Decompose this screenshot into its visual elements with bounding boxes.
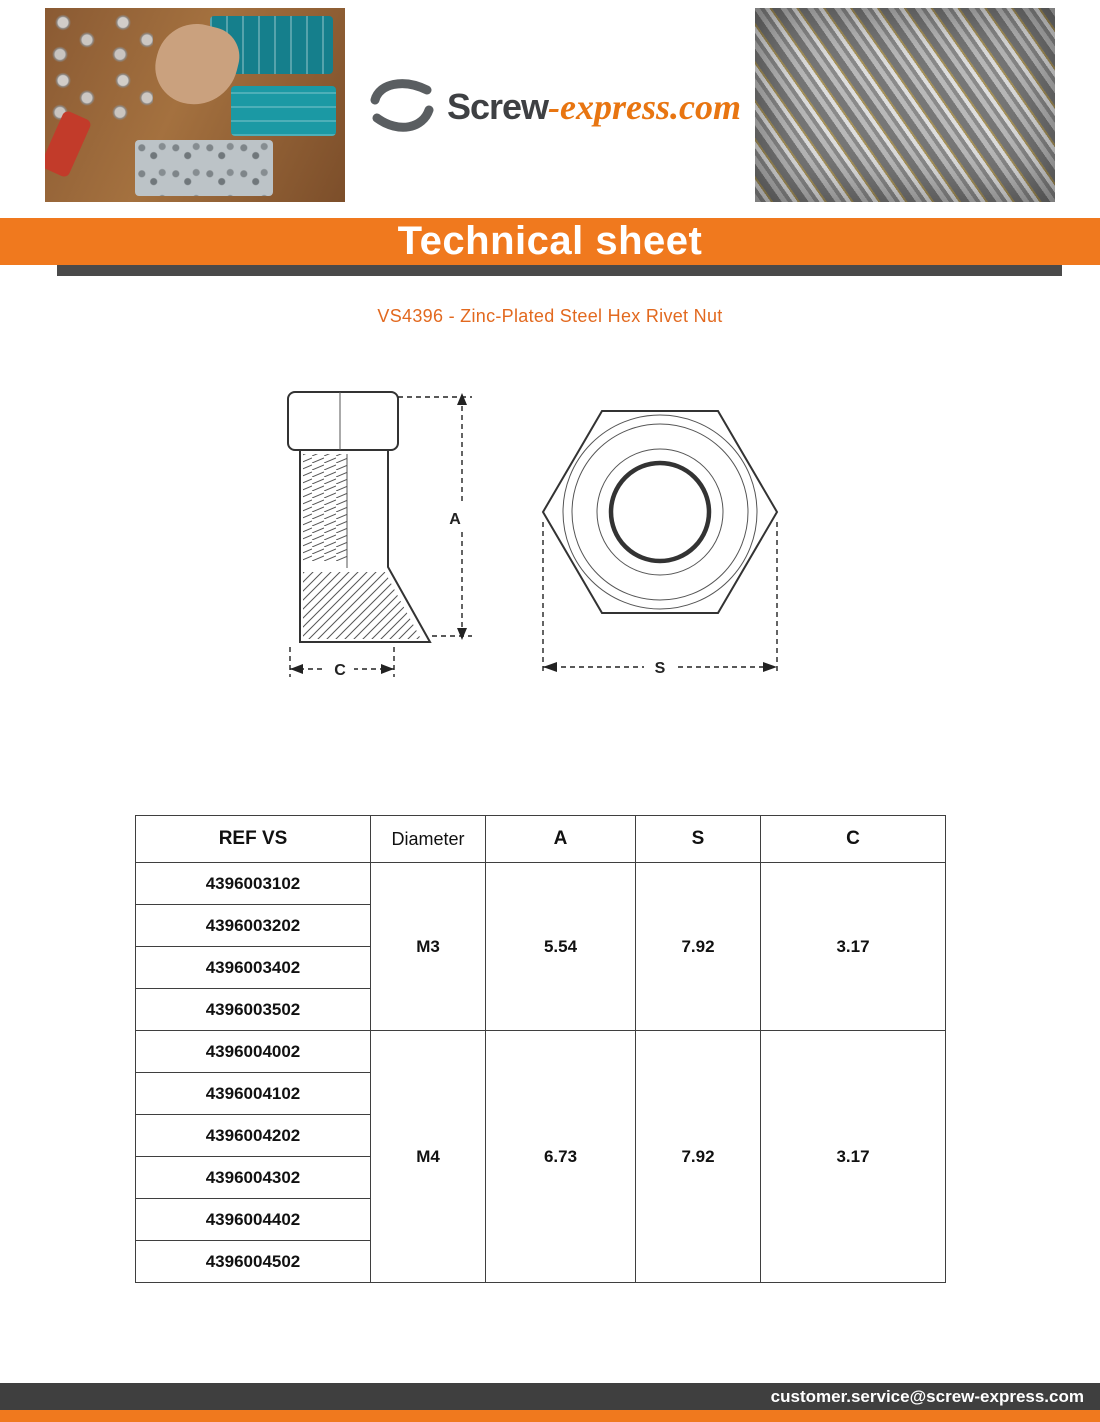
banner-title: Technical sheet — [397, 219, 703, 263]
footer-bar — [0, 1383, 1100, 1410]
col-header-s: S — [636, 816, 761, 863]
table-row — [136, 863, 946, 905]
logo-text-main: Screw — [446, 86, 549, 127]
dim-s-cell: 7.92 — [636, 1031, 761, 1283]
technical-drawing — [0, 372, 1100, 707]
ref-vs-cell: 4396004302 — [136, 1157, 371, 1199]
ref-vs-cell: 4396004502 — [136, 1241, 371, 1283]
diameter-cell: M4 — [371, 1031, 486, 1283]
parts-tray — [135, 140, 273, 196]
ref-vs-cell: 4396004102 — [136, 1073, 371, 1115]
ref-vs-cell: 4396004002 — [136, 1031, 371, 1073]
ref-vs-cell: 4396003502 — [136, 989, 371, 1031]
table-row — [136, 1031, 946, 1073]
front-view-drawing — [543, 411, 777, 678]
spec-table — [135, 815, 946, 1283]
screws-pile-photo — [755, 8, 1055, 202]
dim-a-cell: 5.54 — [486, 863, 636, 1031]
dim-label-c: C — [334, 662, 346, 679]
col-header-c: C — [761, 816, 946, 863]
ref-vs-cell: 4396003402 — [136, 947, 371, 989]
dim-s-cell: 7.92 — [636, 863, 761, 1031]
ref-vs-cell: 4396003202 — [136, 905, 371, 947]
ref-vs-cell: 4396003102 — [136, 863, 371, 905]
dim-a-cell: 6.73 — [486, 1031, 636, 1283]
footer-email: customer.service@screw-express.com — [770, 1387, 1084, 1406]
logo-text-suffix: -express.com — [548, 87, 742, 127]
technical-sheet-banner — [0, 218, 1100, 265]
logo-text — [447, 86, 741, 128]
screw-thread-icon — [369, 78, 435, 136]
dim-label-a: A — [449, 511, 461, 528]
ref-vs-cell: 4396004202 — [136, 1115, 371, 1157]
screw-express-logo — [358, 62, 752, 152]
diameter-cell: M3 — [371, 863, 486, 1031]
col-header-ref-vs: REF VS — [136, 816, 371, 863]
dim-c-cell: 3.17 — [761, 863, 946, 1031]
dim-label-s: S — [654, 660, 666, 677]
banner-shadow-bar — [57, 265, 1062, 276]
washers-decoration — [45, 8, 153, 124]
workbench-photo — [45, 8, 345, 202]
organizer-box — [231, 86, 336, 136]
col-header-diameter: Diameter — [371, 816, 486, 863]
side-view-drawing — [288, 392, 472, 680]
spec-table-body — [136, 863, 946, 1283]
footer-orange-strip — [0, 1410, 1100, 1422]
product-title: VS4396 - Zinc-Plated Steel Hex Rivet Nut — [377, 306, 723, 326]
col-header-a: A — [486, 816, 636, 863]
table-header-row — [136, 816, 946, 863]
dim-c-cell: 3.17 — [761, 1031, 946, 1283]
ref-vs-cell: 4396004402 — [136, 1199, 371, 1241]
